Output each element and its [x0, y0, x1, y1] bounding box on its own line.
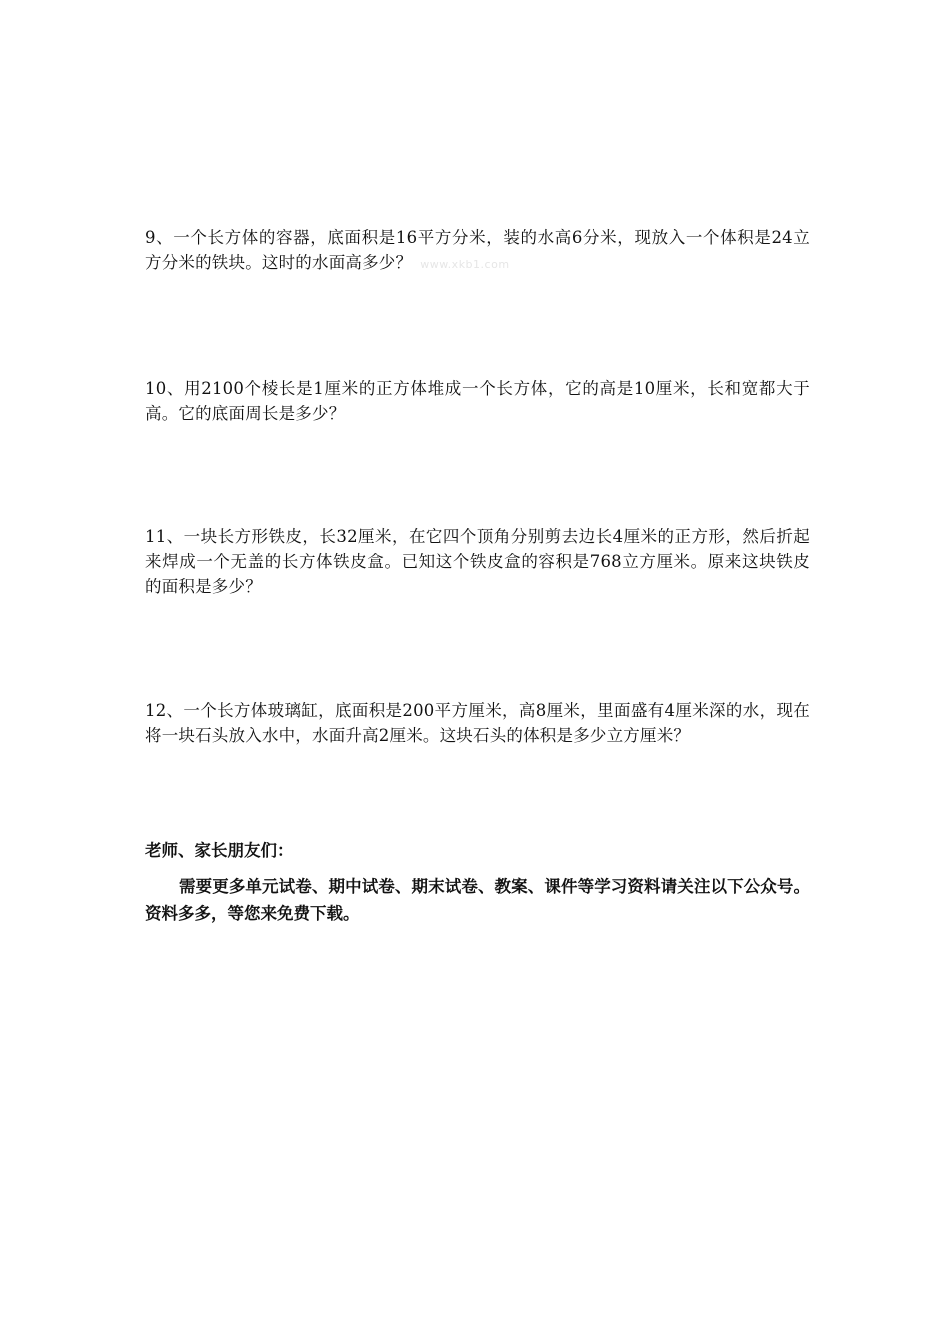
watermark-text: www.xkb1.com	[420, 258, 510, 271]
question-9-text: 9、一个长方体的容器，底面积是16平方分米，装的水高6分米，现放入一个体积是24立方分米的铁块。这时的水面高多少？	[145, 228, 810, 272]
notice-body: 需要更多单元试卷、期中试卷、期末试卷、教案、课件等学习资料请关注以下公众号。资料多多，等您来免费下载。	[145, 877, 810, 923]
notice-heading: 老师、家长朋友们：	[145, 841, 294, 860]
question-10	[145, 376, 810, 426]
question-11-text: 11、一块长方形铁皮，长32厘米，在它四个顶角分别剪去边长4厘米的正方形，然后折起来焊成一个无盖的长方体铁皮盒。已知这个铁皮盒的容积是768立方厘米。原来这块铁皮的面积是多少？	[145, 527, 810, 596]
question-12	[145, 698, 810, 748]
question-12-text: 12、一个长方体玻璃缸，底面积是200平方厘米，高8厘米，里面盛有4厘米深的水，现在将一块石头放入水中，水面升高2厘米。这块石头的体积是多少立方厘米？	[145, 701, 810, 745]
question-11	[145, 524, 810, 599]
question-10-text: 10、用2100个棱长是1厘米的正方体堆成一个长方体，它的高是10厘米，长和宽都大于高。它的底面周长是多少？	[145, 379, 810, 423]
question-9	[145, 225, 810, 277]
